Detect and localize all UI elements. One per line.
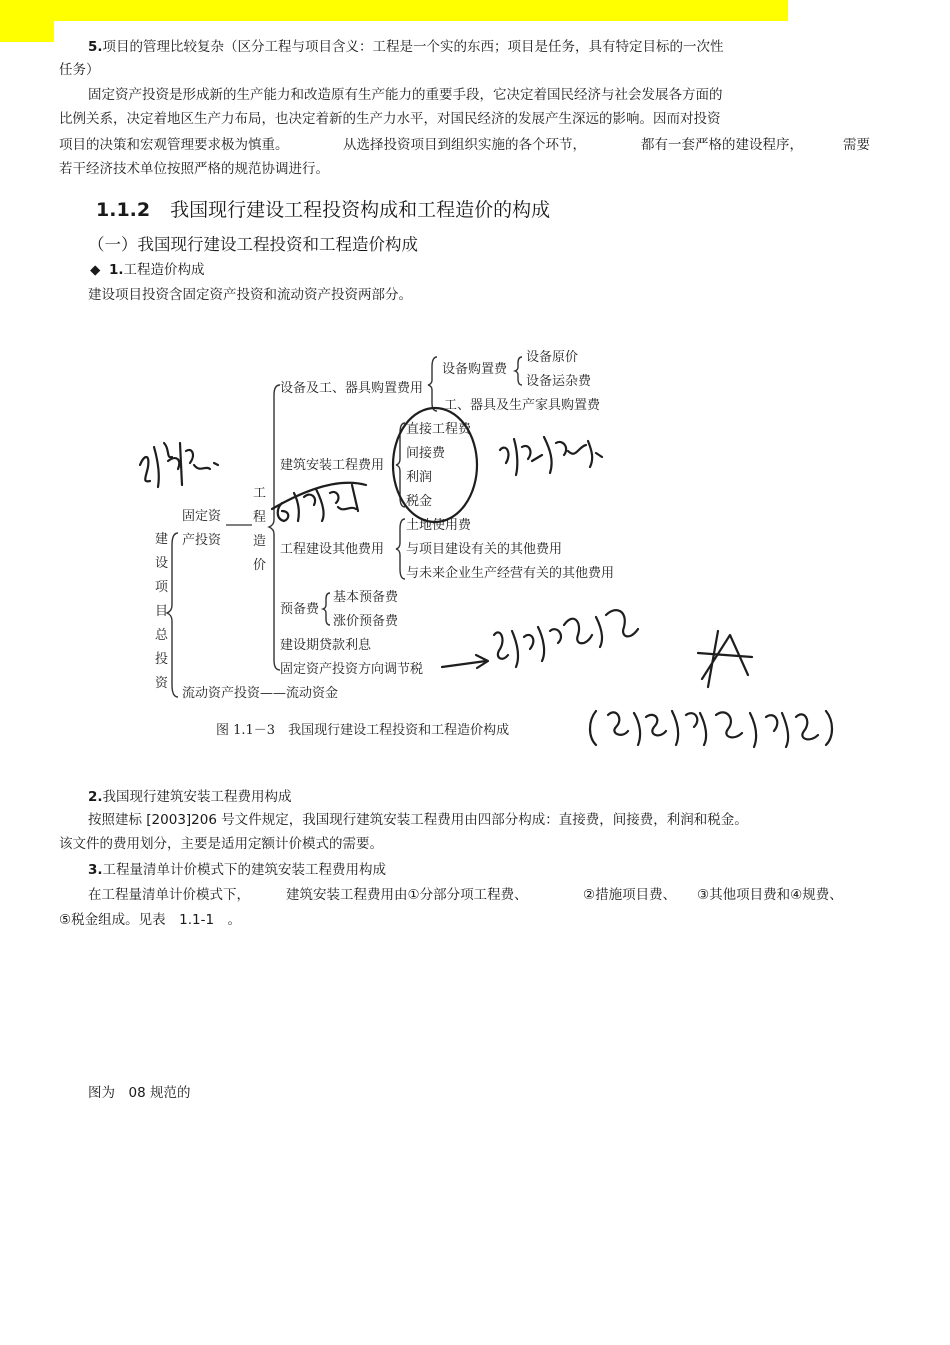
fig-indirect-cost: 间接费 — [406, 446, 446, 461]
item-3-desc-line1d: ③其他项目费和④规费、 — [697, 887, 843, 903]
figure-note: 图为 08 规范的 — [88, 1085, 191, 1101]
fig-cost-char: 工 — [253, 486, 267, 501]
subsection-heading: （一）我国现行建设工程投资和工程造价构成 — [88, 235, 418, 254]
item-3-heading — [88, 861, 386, 879]
fig-other-future: 与未来企业生产经营有关的其他费用 — [406, 566, 615, 581]
fig-interest: 建设期贷款利息 — [280, 638, 372, 653]
section-number: 1.1.2 — [96, 199, 151, 221]
fig-brace — [396, 423, 405, 507]
item-1-title: 工程造价构成 — [123, 262, 205, 278]
fig-root-char: 设 — [155, 556, 169, 571]
item-2-title: 我国现行建筑安装工程费用构成 — [102, 789, 292, 805]
item-3-number: 3. — [88, 862, 103, 878]
para-investment-line4: 若干经济技术单位按照严格的规范协调进行。 — [59, 161, 329, 177]
item-3-desc-line1b: 建筑安装工程费用由①分部分项工程费、 — [286, 887, 528, 903]
fig-brace — [428, 357, 437, 411]
para-investment-line3b: 从选择投资项目到组织实施的各个环节， — [343, 137, 586, 153]
point-5-text: 项目的管理比较复杂（区分工程与项目含义：工程是一个实的东西；项目是任务，具有特定目标的一次性 — [102, 39, 724, 55]
diamond-bullet-icon: ◆ — [90, 262, 101, 278]
fig-root-brace — [167, 533, 178, 697]
item-2-number: 2. — [88, 789, 103, 805]
fig-land-fee: 土地使用费 — [406, 518, 472, 533]
section-heading — [96, 198, 550, 222]
investment-structure-figure — [130, 335, 845, 750]
item-1-heading — [90, 261, 205, 279]
point-5-number: 5. — [88, 39, 103, 55]
para-investment-line3d: 需要 — [843, 137, 870, 153]
para-investment-line2: 比例关系，决定着地区生产力布局，也决定着新的生产力水平，对国民经济的发展产生深远的影响。因而对投资 — [59, 111, 721, 127]
item-3-desc-line1c: ②措施项目费、 — [583, 887, 677, 903]
fig-root-char: 项 — [155, 580, 169, 595]
item-1-description: 建设项目投资含固定资产投资和流动资产投资两部分。 — [88, 287, 412, 303]
fig-brace — [396, 519, 405, 579]
item-3-desc-line1a: 在工程量清单计价模式下， — [88, 887, 250, 903]
item-2-desc-line1: 按照建标 [2003]206 号文件规定，我国现行建筑安装工程费用由四部分构成：直接费，间接费，利润和税金。 — [88, 812, 748, 828]
fig-root-char: 总 — [155, 628, 169, 643]
item-3-desc-line2: ⑤税金组成。见表 1.1-1 。 — [59, 912, 242, 928]
fig-equip-original: 设备原价 — [526, 350, 579, 365]
fig-tools: 工、器具及生产家具购置费 — [444, 398, 601, 413]
highlight-band — [0, 21, 54, 42]
fig-reserve: 预备费 — [280, 602, 320, 617]
item-2-heading — [88, 788, 292, 806]
fig-root-char: 目 — [155, 604, 169, 619]
fig-equipment: 设备及工、器具购置费用 — [280, 381, 424, 396]
fig-direct-cost: 直接工程费 — [406, 422, 472, 437]
fig-fixed-asset-label: 产投资 — [182, 533, 222, 548]
point-5-line1 — [88, 38, 724, 56]
point-5-line2: 任务） — [59, 62, 100, 78]
para-investment-line1: 固定资产投资是形成新的生产能力和改造原有生产能力的重要手段，它决定着国民经济与社会发展各方面的 — [88, 87, 723, 103]
figure-svg — [130, 335, 845, 750]
fig-other-costs: 工程建设其他费用 — [280, 542, 385, 557]
fig-cost-char: 造 — [253, 534, 267, 549]
fig-root-char: 建 — [155, 532, 169, 547]
fig-adjust-tax: 固定资产投资方向调节税 — [280, 662, 424, 677]
fig-fixed-asset-label: 固定资 — [182, 509, 222, 524]
item-2-desc-line2: 该文件的费用划分，主要是适用定额计价模式的需要。 — [59, 836, 383, 852]
highlight-band — [0, 0, 788, 21]
fig-working-capital: 流动资产投资——流动资金 — [182, 686, 339, 701]
item-3-title: 工程量清单计价模式下的建筑安装工程费用构成 — [102, 862, 387, 878]
fig-brace — [323, 593, 330, 625]
fig-profit: 利润 — [406, 470, 433, 485]
para-investment-line3c: 都有一套严格的建设程序， — [641, 137, 803, 153]
fig-brace — [515, 357, 522, 385]
fig-construction: 建筑安装工程费用 — [280, 458, 385, 473]
fig-other-project: 与项目建设有关的其他费用 — [406, 542, 563, 557]
fig-caption: 图 1.1－3 我国现行建设工程投资和工程造价构成 — [216, 723, 510, 738]
item-1-number: 1. — [108, 262, 124, 278]
fig-cost-brace — [269, 385, 280, 670]
fig-tax: 税金 — [406, 494, 433, 509]
fig-equip-transport: 设备运杂费 — [526, 374, 592, 389]
fig-root-char: 投 — [155, 652, 169, 667]
fig-reserve-price: 涨价预备费 — [333, 614, 399, 629]
fig-root-char: 资 — [155, 676, 169, 691]
para-investment-line3a: 项目的决策和宏观管理要求极为慎重。 — [59, 137, 289, 153]
fig-cost-char: 程 — [253, 510, 267, 525]
fig-equip-purchase: 设备购置费 — [442, 362, 508, 377]
fig-reserve-basic: 基本预备费 — [333, 590, 399, 605]
section-title: 我国现行建设工程投资构成和工程造价的构成 — [170, 199, 551, 221]
fig-cost-char: 价 — [253, 558, 267, 573]
